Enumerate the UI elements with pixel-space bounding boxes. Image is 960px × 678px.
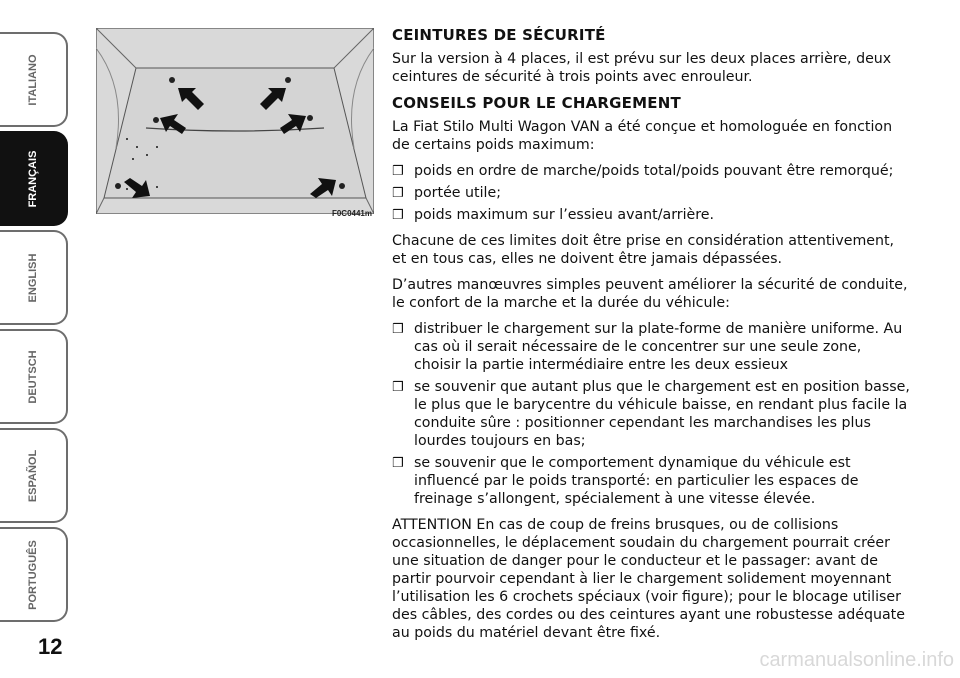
list-item: ❒ poids maximum sur l’essieu avant/arrière. bbox=[392, 207, 715, 223]
main-text bbox=[392, 26, 912, 650]
paragraph-seat-belts: Sur la version à 4 places, il est prévu sur les deux places arrière, deux ceintures de sécurité à trois points avec enrouleur. bbox=[392, 51, 892, 85]
paragraph-limits: Chacune de ces limites doit être prise en considération attentivement, et en tous cas, elles ne doivent être jamais dépassées. bbox=[392, 233, 895, 267]
paragraph-attention: ATTENTION En cas de coup de freins brusques, ou de collisions occasionnelles, le déplacement soudain du chargement pourrait créer une situation de danger pour le conducteur et le passager: avant de partir pourvoir cependant à lier le chargement solidement moyennant l’utilisation les 6 crochets spéciaux (voir figure); pour le blocage utiliser des câbles, des cordes ou des ceintures ayant une robustesse adéquate au poids du matériel devant être fixé. bbox=[392, 517, 905, 641]
list-item: ❒ distribuer le chargement sur la plate-forme de manière uniforme. Au cas où il serait nécessaire de le concentrer sur une seule zone, choisir la partie intermédiaire entre les deux essieux bbox=[392, 321, 903, 373]
tab-english[interactable] bbox=[0, 230, 68, 325]
tab-portugues[interactable] bbox=[0, 527, 68, 622]
cargo-illustration bbox=[96, 28, 374, 214]
tab-label: FRANÇAIS bbox=[27, 150, 39, 207]
list-item: ❒ portée utile; bbox=[392, 185, 501, 201]
paragraph-maneuvers: D’autres manœuvres simples peuvent améliorer la sécurité de conduite, le confort de la marche et la durée du véhicule: bbox=[392, 277, 908, 311]
tab-deutsch[interactable] bbox=[0, 329, 68, 424]
list-item: ❒ se souvenir que autant plus que le chargement est en position basse, le plus que le barycentre du véhicule baisse, en rendant plus facile la conduite sûre : positionner cependant les marchandises les plus lourdes toujours en bas; bbox=[392, 379, 910, 449]
list-item: ❒ poids en ordre de marche/poids total/poids pouvant être remorqué; bbox=[392, 163, 894, 179]
checkbox-bullet-icon: ❒ bbox=[392, 208, 404, 223]
tab-label: PORTUGUÊS bbox=[27, 539, 39, 610]
checkbox-bullet-icon: ❒ bbox=[392, 456, 404, 471]
weight-limits-list bbox=[392, 162, 912, 224]
watermark: carmanualsonline.info bbox=[759, 649, 954, 671]
cargo-area-figure bbox=[96, 28, 374, 218]
figure-code: F0C0441m bbox=[331, 209, 372, 218]
heading-seat-belts: CEINTURES DE SÉCURITÉ bbox=[392, 26, 606, 44]
tab-label: DEUTSCH bbox=[27, 349, 39, 404]
tab-label: ITALIANO bbox=[27, 53, 39, 106]
heading-loading-advice: CONSEILS POUR LE CHARGEMENT bbox=[392, 94, 681, 112]
list-item: ❒ se souvenir que le comportement dynamique du véhicule est influencé par le poids transporté: en particulier les espaces de freinage s’allongent, spécialement à une vitesse élevée. bbox=[392, 455, 859, 507]
checkbox-bullet-icon: ❒ bbox=[392, 164, 404, 179]
checkbox-bullet-icon: ❒ bbox=[392, 380, 404, 395]
tab-label: ESPAÑOL bbox=[27, 449, 39, 502]
tab-francais[interactable] bbox=[0, 131, 68, 226]
checkbox-bullet-icon: ❒ bbox=[392, 186, 404, 201]
tab-italiano[interactable] bbox=[0, 32, 68, 127]
tab-espanol[interactable] bbox=[0, 428, 68, 523]
checkbox-bullet-icon: ❒ bbox=[392, 322, 404, 337]
loading-tips-list bbox=[392, 320, 912, 508]
paragraph-intro: La Fiat Stilo Multi Wagon VAN a été conçue et homologuée en fonction de certains poids maximum: bbox=[392, 119, 893, 153]
tab-label: ENGLISH bbox=[27, 253, 39, 302]
page-number: 12 bbox=[38, 634, 63, 659]
